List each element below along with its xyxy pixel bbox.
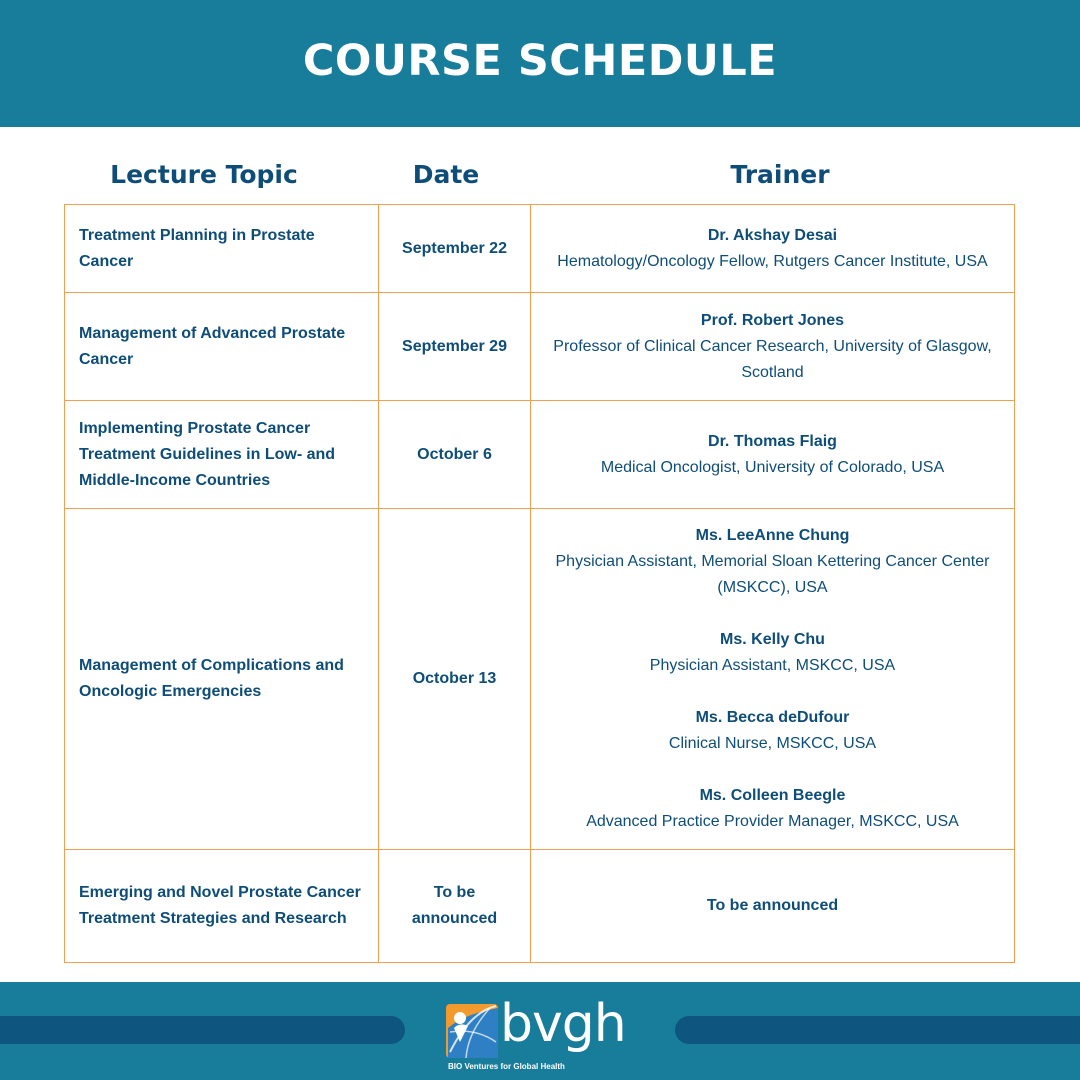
- lecture-topic: Emerging and Novel Prostate Cancer Treatment Strategies and Research: [65, 850, 379, 963]
- logo-tagline: BIO Ventures for Global Health: [448, 1062, 565, 1071]
- footer-stripe-right: [675, 1016, 1080, 1044]
- header-banner: [0, 0, 1080, 127]
- trainer-name: To be announced: [706, 897, 839, 914]
- lecture-date: To be announced: [379, 850, 531, 963]
- trainer-name: Ms. Kelly Chu: [720, 631, 825, 648]
- lecture-topic: Management of Complications and Oncologic Emergencies: [65, 509, 379, 850]
- trainer-title: Professor of Clinical Cancer Research, University of Glasgow, Scotland: [553, 337, 992, 381]
- trainer-cell: [531, 293, 1015, 401]
- lecture-topic: Management of Advanced Prostate Cancer: [65, 293, 379, 401]
- trainer-name: Ms. Colleen Beegle: [699, 787, 846, 804]
- trainer-entry: [539, 523, 1006, 601]
- footer-banner: [0, 982, 1080, 1080]
- column-header-trainer: Trainer: [730, 160, 830, 189]
- lecture-topic: Implementing Prostate Cancer Treatment Guidelines in Low- and Middle-Income Countries: [65, 401, 379, 509]
- lecture-date: September 29: [379, 293, 531, 401]
- trainer-entry: [539, 429, 1006, 481]
- trainer-title: Advanced Practice Provider Manager, MSKCC, USA: [586, 813, 959, 830]
- trainer-title: Physician Assistant, Memorial Sloan Kettering Cancer Center (MSKCC), USA: [555, 553, 990, 596]
- trainer-name: Ms. LeeAnne Chung: [695, 527, 850, 544]
- table-row: [65, 293, 1015, 401]
- trainer-title: Hematology/Oncology Fellow, Rutgers Cancer Institute, USA: [557, 252, 988, 270]
- trainer-name: Ms. Becca deDufour: [695, 709, 850, 726]
- column-headers: [0, 160, 1080, 200]
- trainer-entry: [539, 893, 1006, 919]
- table-row: [65, 205, 1015, 293]
- trainer-entry: [539, 705, 1006, 757]
- table-row: [65, 509, 1015, 850]
- trainer-name: Prof. Robert Jones: [700, 311, 845, 329]
- lecture-topic: Treatment Planning in Prostate Cancer: [65, 205, 379, 293]
- page-title: COURSE SCHEDULE: [302, 35, 778, 86]
- trainer-title: Medical Oncologist, University of Colorado, USA: [600, 458, 945, 476]
- lecture-date: October 6: [379, 401, 531, 509]
- trainer-entry: [539, 627, 1006, 679]
- trainer-entry: [539, 223, 1006, 275]
- bvgh-logo: [444, 994, 644, 1074]
- schedule-table: [64, 204, 1015, 963]
- trainer-entry: [539, 783, 1006, 835]
- trainer-entry: [539, 308, 1006, 386]
- globe-figure-icon: [446, 1002, 500, 1060]
- trainer-cell: [531, 850, 1015, 963]
- footer-stripe-left: [0, 1016, 405, 1044]
- trainer-title: Physician Assistant, MSKCC, USA: [649, 657, 896, 674]
- lecture-date: October 13: [379, 509, 531, 850]
- trainer-name: Dr. Akshay Desai: [707, 226, 838, 244]
- table-row: [65, 850, 1015, 963]
- column-header-topic: Lecture Topic: [110, 160, 298, 189]
- lecture-date: September 22: [379, 205, 531, 293]
- table-row: [65, 401, 1015, 509]
- trainer-cell: [531, 509, 1015, 850]
- trainer-title: Clinical Nurse, MSKCC, USA: [668, 735, 877, 752]
- trainer-cell: [531, 401, 1015, 509]
- column-header-date: Date: [412, 160, 480, 189]
- trainer-name: Dr. Thomas Flaig: [708, 432, 837, 450]
- trainer-cell: [531, 205, 1015, 293]
- logo-wordmark: bvgh: [500, 994, 626, 1054]
